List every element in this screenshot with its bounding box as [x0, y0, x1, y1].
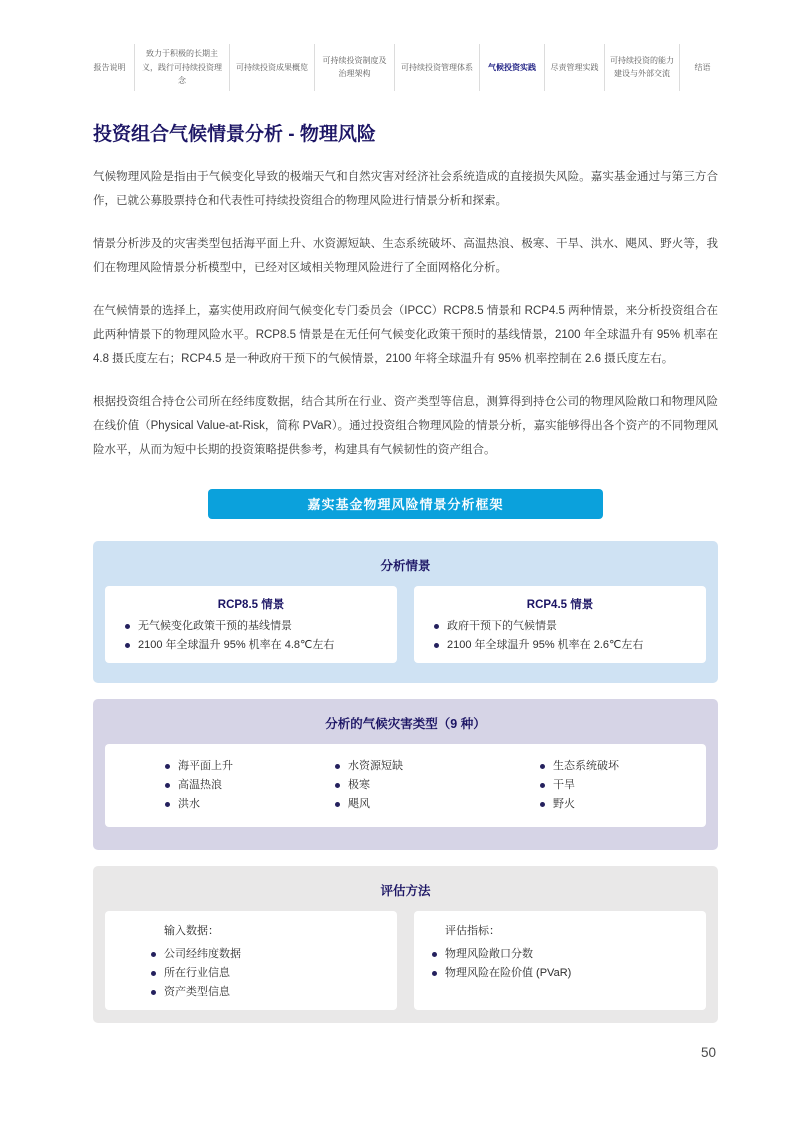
paragraph-intro: 气候物理风险是指由于气候变化导致的极端天气和自然灾害对经济社会系统造成的直接损失风险。嘉实基金通过与第三方合作，已就公募股票持仓和代表性可持续投资组合的物理风险进行情景分析和探索。	[93, 170, 718, 207]
list-item-label: 物理风险在险价值 (PVaR)	[445, 966, 572, 979]
nav-tab-stewardship[interactable]: 尽责管理实践	[545, 44, 605, 91]
bullet-icon	[434, 643, 439, 648]
input-data-label: 输入数据：	[164, 924, 219, 937]
list-item	[335, 757, 540, 776]
nav-tab-capacity-building[interactable]: 可持续投资的能力建设与外部交流	[605, 44, 680, 91]
page-content	[93, 119, 718, 1060]
panel-methods-title: 评估方法	[380, 883, 431, 898]
nav-tab-long-termism[interactable]: 致力于积极的长期主义，践行可持续投资理念	[135, 44, 230, 91]
list-item	[165, 757, 335, 776]
disaster-grid	[105, 744, 706, 827]
list-item	[540, 795, 706, 814]
panel-scenarios-title: 分析情景	[380, 558, 431, 573]
panel-methods	[93, 866, 718, 1023]
top-nav	[85, 44, 725, 91]
input-data-box	[105, 911, 397, 1010]
bullet-icon	[432, 952, 437, 957]
panel-disasters-title: 分析的气候灾害类型（9 种）	[325, 716, 486, 731]
bullet-icon	[151, 971, 156, 976]
list-item-label: 2100 年全球温升 95% 机率在 4.8℃左右	[138, 638, 335, 651]
list-item	[125, 617, 387, 636]
list-item	[335, 795, 540, 814]
disaster-column-2	[335, 757, 540, 814]
page-title: 投资组合气候情景分析 - 物理风险	[93, 123, 376, 145]
list-item-label: 所在行业信息	[164, 966, 230, 979]
bullet-icon	[335, 783, 340, 788]
list-item-label: 干旱	[553, 778, 575, 791]
rcp85-title: RCP8.5 情景	[217, 598, 285, 611]
report-page	[0, 44, 794, 1060]
paragraph-scenarios: 在气候情景的选择上，嘉实使用政府间气候变化专门委员会（IPCC）RCP8.5 情景和 RCP4.5 两种情景，来分析投资组合在此两种情景下的物理风险水平。RCP8.5 情景是在无任何气候变化政策干预时的基线情景，2100 年全球温升有 95% 机率在 4.8 摄氏度左右；RCP4.5 是一种政府干预下的气候情景，2100 年将全球温升有 95% 机率控制在 2.6 摄氏度左右。	[93, 304, 718, 365]
rcp85-list	[115, 617, 387, 655]
list-item	[125, 636, 387, 655]
bullet-icon	[151, 990, 156, 995]
method-boxes	[105, 911, 706, 1010]
list-item	[434, 617, 696, 636]
paragraph-disasters: 情景分析涉及的灾害类型包括海平面上升、水资源短缺、生态系统破坏、高温热浪、极寒、干旱、洪水、飓风、野火等，我们在物理风险情景分析模型中，已经对区域相关物理风险进行了全面网格化分析。	[93, 237, 718, 274]
bullet-icon	[540, 802, 545, 807]
list-item	[335, 776, 540, 795]
nav-tab-climate-investment[interactable]: 气候投资实践	[480, 44, 545, 91]
input-data-list	[115, 945, 387, 1002]
rcp85-box	[105, 586, 397, 663]
list-item	[432, 945, 696, 964]
list-item	[540, 757, 706, 776]
disaster-column-3	[540, 757, 706, 814]
list-item	[432, 964, 696, 983]
rcp45-title: RCP4.5 情景	[526, 598, 594, 611]
panel-scenarios	[93, 541, 718, 683]
list-item-label: 高温热浪	[178, 778, 222, 791]
bullet-icon	[165, 783, 170, 788]
bullet-icon	[125, 624, 130, 629]
list-item-label: 野火	[553, 797, 575, 810]
list-item-label: 飓风	[348, 797, 370, 810]
list-item	[540, 776, 706, 795]
list-item-label: 洪水	[178, 797, 200, 810]
list-item-label: 政府干预下的气候情景	[447, 619, 557, 632]
list-item	[165, 776, 335, 795]
list-item-label: 物理风险敞口分数	[445, 947, 533, 960]
list-item	[151, 964, 387, 983]
bullet-icon	[165, 764, 170, 769]
metrics-list	[424, 945, 696, 983]
list-item	[165, 795, 335, 814]
list-item	[434, 636, 696, 655]
bullet-icon	[151, 952, 156, 957]
nav-tab-management-system[interactable]: 可持续投资管理体系	[395, 44, 480, 91]
list-item	[151, 945, 387, 964]
list-item-label: 海平面上升	[178, 759, 233, 772]
framework-banner: 嘉实基金物理风险情景分析框架	[208, 489, 603, 519]
nav-tab-report-notes[interactable]: 报告说明	[85, 44, 135, 91]
bullet-icon	[125, 643, 130, 648]
list-item-label: 2100 年全球温升 95% 机率在 2.6℃左右	[447, 638, 644, 651]
page-number: 50	[700, 1044, 716, 1060]
panel-disasters	[93, 699, 718, 850]
bullet-icon	[165, 802, 170, 807]
rcp45-box	[414, 586, 706, 663]
list-item-label: 资产类型信息	[164, 985, 230, 998]
nav-tab-governance[interactable]: 可持续投资制度及治理架构	[315, 44, 395, 91]
bullet-icon	[540, 783, 545, 788]
scenario-boxes	[105, 586, 706, 663]
metrics-label: 评估指标：	[445, 924, 500, 937]
bullet-icon	[335, 802, 340, 807]
disaster-column-1	[165, 757, 335, 814]
list-item	[151, 983, 387, 1002]
bullet-icon	[434, 624, 439, 629]
list-item-label: 生态系统破坏	[553, 759, 619, 772]
list-item-label: 极寒	[348, 778, 370, 791]
rcp45-list	[424, 617, 696, 655]
bullet-icon	[432, 971, 437, 976]
nav-tab-conclusion[interactable]: 结语	[694, 62, 711, 72]
list-item-label: 公司经纬度数据	[164, 947, 241, 960]
bullet-icon	[540, 764, 545, 769]
nav-tab-achievements[interactable]: 可持续投资成果概览	[230, 44, 315, 91]
list-item-label: 无气候变化政策干预的基线情景	[138, 619, 292, 632]
paragraph-pvar: 根据投资组合持仓公司所在经纬度数据，结合其所在行业、资产类型等信息，测算得到持仓公司的物理风险敞口和物理风险在线价值（Physical Value-at-Risk，简称 PVaR）。通过投资组合物理风险的情景分析，嘉实能够得出各个资产的不同物理风险水平，从而为短中长期的投资策略提供参考，构建具有气候韧性的资产组合。	[93, 395, 718, 456]
bullet-icon	[335, 764, 340, 769]
metrics-box	[414, 911, 706, 1010]
list-item-label: 水资源短缺	[348, 759, 403, 772]
